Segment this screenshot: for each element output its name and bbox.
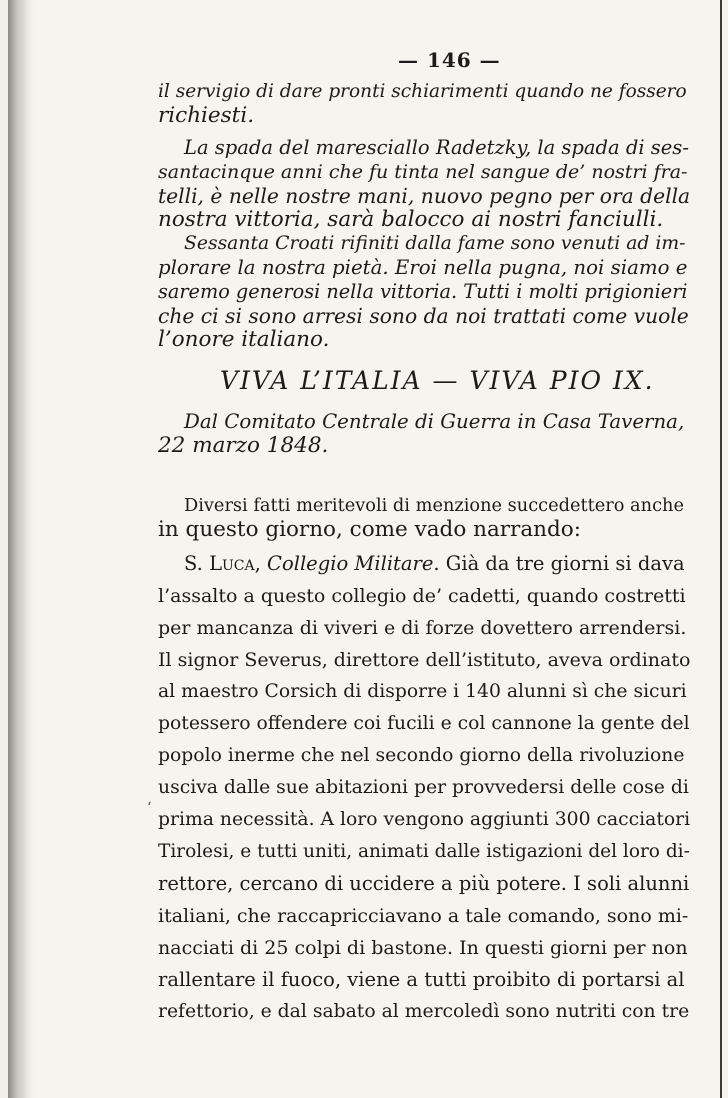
narrative-line xyxy=(184,552,685,576)
narrative-line: popolo inerme che nel secondo giorno della rivoluzione xyxy=(158,745,685,766)
narrative-line: usciva dalle sue abitazioni per provvedersi delle cose di xyxy=(158,777,689,798)
narrative-line: nacciati di 25 colpi di bastone. In questi giorni per non xyxy=(158,937,688,959)
proclamation-line: richiesti. xyxy=(158,103,255,128)
place-name: Luca xyxy=(209,552,255,575)
page-edge-rule xyxy=(720,0,722,1098)
narrative-line: potessero offendere coi fucili e col cannone la gente del xyxy=(158,713,690,734)
narrative-fragment: , xyxy=(254,552,268,575)
narrative-line: al maestro Corsich di disporre i 140 alunni sì che sicuri xyxy=(158,681,687,702)
proclamation-line: che ci si sono arresi sono da noi trattati come vuole xyxy=(158,304,689,328)
narrative-line: rallentare il fuoco, viene a tutti proibito di portarsi al xyxy=(158,968,685,991)
signature-date xyxy=(158,434,328,458)
narrative-line: in questo giorno, come vado narrando: xyxy=(158,517,581,542)
book-page xyxy=(8,0,728,1098)
signature-line: Dal Comitato Centrale di Guerra in Casa Taverna, xyxy=(184,410,685,433)
proclamation-line: telli, è nelle nostre mani, nuovo pegno per ora della xyxy=(158,184,691,208)
institution-name: Collegio Militare xyxy=(267,552,434,575)
proclamation-line: La spada del maresciallo Radetzky, la spada di ses- xyxy=(184,136,689,159)
proclamation-line: Sessanta Croati rifiniti dalla fame sono venuti ad im- xyxy=(184,233,686,254)
narrative-fragment: . Già da tre giorni si dava xyxy=(433,552,685,575)
proclamation-line: l’onore italiano. xyxy=(158,327,330,352)
proclamation-line: plorare la nostra pietà. Eroi nella pugna, noi siamo e xyxy=(158,256,688,279)
narrative-line: Diversi fatti meritevoli di menzione succedettero anche xyxy=(184,496,684,516)
proclamation-line: santacinque anni che fu tinta nel sangue de’ nostri fra- xyxy=(158,161,688,183)
margin-mark: ʻ xyxy=(147,800,152,816)
narrative-line: refettorio, e dal sabato al mercoledì sono nutriti con tre xyxy=(158,1001,690,1022)
signature-date-text: 22 marzo 1848. xyxy=(158,433,329,458)
narrative-line: rettore, cercano di uccidere a più potere. I soli alunni xyxy=(158,872,690,895)
proclamation-line: il servigio di dare pronti schiarimenti quando ne fossero xyxy=(158,81,687,102)
viva-heading: VIVA L’ITALIA — VIVA PIO IX. xyxy=(220,366,655,395)
narrative-line: prima necessità. A loro vengono aggiunti 300 cacciatori xyxy=(158,809,691,830)
narrative-line: italiani, che raccapricciavano a tale comando, sono mi- xyxy=(158,905,689,927)
narrative-line: Tirolesi, e tutti uniti, animati dalle istigazioni del loro di- xyxy=(158,841,690,862)
page-spine-shadow xyxy=(8,0,34,1098)
narrative-line: l’assalto a questo collegio de’ cadetti, quando costretti xyxy=(158,585,686,607)
proclamation-line: nostra vittoria, sarà balocco ai nostri fanciulli. xyxy=(158,207,664,232)
narrative-fragment: S. xyxy=(184,552,210,575)
page-number: — 146 — xyxy=(398,48,501,72)
proclamation-line: saremo generosi nella vittoria. Tutti i molti prigionieri xyxy=(158,280,688,303)
narrative-line: per mancanza di viveri e di forze dovettero arrendersi. xyxy=(158,617,687,639)
narrative-line: Il signor Severus, direttore dell’istituto, aveva ordinato xyxy=(158,649,691,671)
